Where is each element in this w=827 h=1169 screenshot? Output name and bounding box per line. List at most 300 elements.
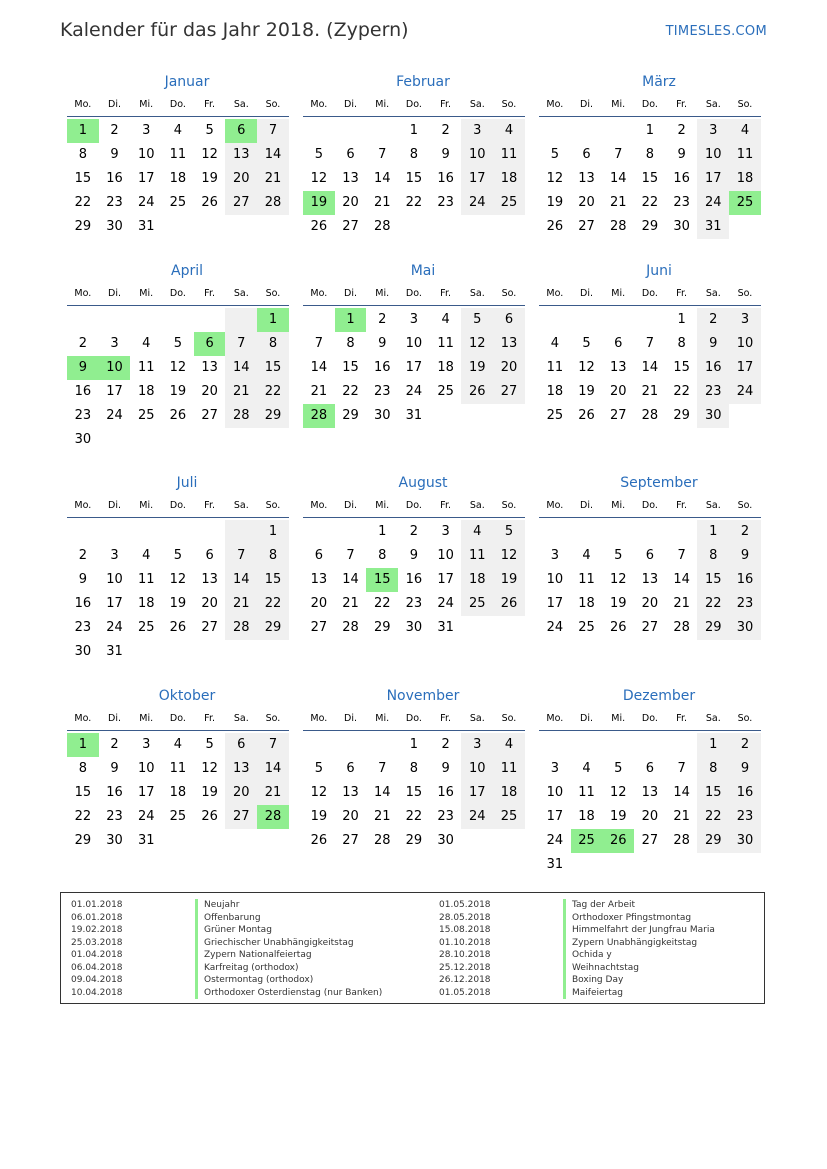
day-cell: 10 <box>137 147 155 162</box>
day-cell: 24 <box>729 380 761 404</box>
weekday-label: Di. <box>108 288 122 299</box>
weekday-label: Sa. <box>469 713 485 724</box>
day-cell: 24 <box>546 833 564 848</box>
day-cell: 8 <box>409 761 419 776</box>
day-cell: 9 <box>110 761 119 776</box>
empty-cell <box>99 308 131 332</box>
weekday-label: Do. <box>641 288 658 299</box>
day-cell: 25 <box>493 805 525 829</box>
day-cell: 3 <box>110 548 119 563</box>
empty-cell <box>493 829 525 853</box>
day-cell: 8 <box>257 544 289 568</box>
weekday-header <box>303 710 525 731</box>
empty-cell <box>666 853 698 877</box>
day-cell: 23 <box>373 384 391 399</box>
empty-cell <box>130 520 162 544</box>
day-cell: 23 <box>729 592 761 616</box>
day-cell: 30 <box>373 408 391 423</box>
week-row <box>539 404 761 428</box>
day-cell: 14 <box>257 757 289 781</box>
day-cell: 7 <box>346 548 355 563</box>
empty-cell <box>257 428 289 452</box>
week-row <box>67 640 289 664</box>
day-cell: 23 <box>405 596 423 611</box>
week-row <box>539 592 761 616</box>
day-cell: 16 <box>74 384 92 399</box>
day-cell: 25 <box>461 592 493 616</box>
day-cell: 15 <box>74 785 92 800</box>
holiday-date: 09.04.2018 <box>71 975 123 985</box>
day-cell: 16 <box>74 596 92 611</box>
day-cell: 20 <box>493 356 525 380</box>
weekday-label: Di. <box>108 500 122 511</box>
day-cell: 30 <box>673 219 690 234</box>
week-row <box>67 733 289 757</box>
holiday-name: Orthodoxer Pfingstmontag <box>563 912 691 925</box>
weekday-label: Di. <box>108 99 122 110</box>
empty-cell <box>602 853 634 877</box>
day-cell: 2 <box>441 123 450 138</box>
holiday-date: 28.10.2018 <box>439 950 491 960</box>
day-cell: 16 <box>697 356 729 380</box>
day-cell: 29 <box>673 408 690 423</box>
day-cell: 27 <box>342 219 359 234</box>
day-cell: 20 <box>201 384 218 399</box>
weekday-label: So. <box>265 713 281 724</box>
day-cell: 1 <box>697 520 729 544</box>
day-cell: 24 <box>461 191 493 215</box>
weekday-label: Fr. <box>204 288 215 299</box>
day-cell: 7 <box>378 761 387 776</box>
day-cell: 17 <box>137 171 155 186</box>
empty-cell <box>130 428 162 452</box>
weekday-label: Di. <box>344 99 358 110</box>
weekday-label: Mi. <box>139 713 154 724</box>
day-cell: 15 <box>366 568 398 592</box>
weekday-label: Sa. <box>469 99 485 110</box>
day-cell: 25 <box>137 620 155 635</box>
day-cell: 8 <box>645 147 655 162</box>
day-cell: 13 <box>225 757 257 781</box>
day-cell: 13 <box>201 572 218 587</box>
day-cell: 10 <box>546 785 564 800</box>
day-cell: 26 <box>310 833 328 848</box>
weekday-label: So. <box>265 99 281 110</box>
weekday-label: Mi. <box>611 500 626 511</box>
weekday-label: Sa. <box>233 500 249 511</box>
empty-cell <box>571 119 603 143</box>
day-cell: 25 <box>729 191 761 215</box>
month-title: März <box>642 74 676 90</box>
day-cell: 11 <box>729 143 761 167</box>
day-cell: 10 <box>697 143 729 167</box>
empty-cell <box>335 520 367 544</box>
day-cell: 17 <box>546 809 564 824</box>
day-cell: 9 <box>110 147 119 162</box>
week-row <box>67 380 289 404</box>
empty-cell <box>225 829 257 853</box>
day-cell: 24 <box>137 809 155 824</box>
day-cell: 3 <box>461 733 493 757</box>
weekday-label: Do. <box>641 713 658 724</box>
week-row <box>303 404 525 428</box>
empty-cell <box>194 520 226 544</box>
empty-cell <box>162 308 194 332</box>
day-cell: 13 <box>493 332 525 356</box>
week-row <box>539 191 761 215</box>
empty-cell <box>539 308 571 332</box>
weekday-label: Mo. <box>74 288 92 299</box>
day-cell: 20 <box>225 781 257 805</box>
day-cell: 17 <box>437 572 454 587</box>
month-title: Januar <box>164 74 210 90</box>
day-cell: 22 <box>697 805 729 829</box>
empty-cell <box>461 829 493 853</box>
weekday-label: Di. <box>580 713 594 724</box>
day-cell: 27 <box>201 408 218 423</box>
month-februar <box>303 72 525 239</box>
day-cell: 3 <box>142 737 151 752</box>
day-cell: 9 <box>378 336 387 351</box>
weekday-label: So. <box>737 288 753 299</box>
day-cell: 8 <box>346 336 355 351</box>
day-cell: 7 <box>645 336 655 351</box>
day-cell: 4 <box>173 123 183 138</box>
empty-cell <box>493 404 525 428</box>
day-cell: 1 <box>67 119 99 143</box>
day-cell: 21 <box>609 195 627 210</box>
week-row <box>67 592 289 616</box>
day-cell: 2 <box>441 737 450 752</box>
holiday-name: Ochida y <box>563 949 612 962</box>
day-cell: 8 <box>697 544 729 568</box>
day-cell: 2 <box>378 312 387 327</box>
day-cell: 5 <box>173 336 183 351</box>
day-cell: 13 <box>310 572 328 587</box>
day-cell: 11 <box>578 572 595 587</box>
holiday-date: 28.05.2018 <box>439 912 491 923</box>
day-cell: 19 <box>169 384 187 399</box>
day-cell: 14 <box>641 360 659 375</box>
day-cell: 24 <box>437 596 454 611</box>
day-cell: 23 <box>729 805 761 829</box>
day-cell: 30 <box>106 833 123 848</box>
day-cell: 2 <box>677 123 686 138</box>
day-cell: 12 <box>461 332 493 356</box>
day-cell: 12 <box>310 785 328 800</box>
day-cell: 10 <box>546 572 564 587</box>
empty-cell <box>602 119 634 143</box>
day-cell: 9 <box>441 761 450 776</box>
day-cell: 30 <box>405 620 423 635</box>
weekday-label: Do. <box>641 500 658 511</box>
day-cell: 10 <box>405 336 423 351</box>
day-cell: 30 <box>729 829 761 853</box>
day-cell: 21 <box>257 781 289 805</box>
day-cell: 14 <box>673 572 690 587</box>
weekday-header <box>67 285 289 306</box>
day-cell: 1 <box>645 123 655 138</box>
empty-cell <box>493 616 525 640</box>
day-cell: 30 <box>74 432 92 447</box>
holiday-name: Grüner Montag <box>195 924 272 937</box>
day-cell: 7 <box>257 733 289 757</box>
day-cell: 9 <box>729 757 761 781</box>
month-title: Juli <box>176 475 198 491</box>
month-april <box>67 261 289 452</box>
day-cell: 31 <box>405 408 423 423</box>
week-row <box>303 380 525 404</box>
day-cell: 11 <box>461 544 493 568</box>
month-januar <box>67 72 289 239</box>
day-cell: 1 <box>335 308 367 332</box>
month-oktober <box>67 686 289 853</box>
day-cell: 26 <box>609 620 627 635</box>
day-cell: 27 <box>310 620 328 635</box>
day-cell: 26 <box>169 408 187 423</box>
month-september <box>539 473 761 640</box>
day-cell: 16 <box>106 785 123 800</box>
day-cell: 26 <box>169 620 187 635</box>
day-cell: 28 <box>225 616 257 640</box>
week-row <box>67 167 289 191</box>
day-cell: 2 <box>409 524 419 539</box>
week-row <box>67 781 289 805</box>
day-cell: 25 <box>571 829 603 853</box>
day-cell: 9 <box>67 356 99 380</box>
weekday-header <box>539 497 761 518</box>
holiday-name: Ostermontag (orthodox) <box>195 974 313 987</box>
day-cell: 21 <box>373 195 391 210</box>
day-cell: 20 <box>225 167 257 191</box>
day-cell: 11 <box>137 360 155 375</box>
day-cell: 9 <box>409 548 419 563</box>
day-cell: 23 <box>106 809 123 824</box>
day-cell: 8 <box>78 761 87 776</box>
day-cell: 29 <box>74 833 92 848</box>
day-cell: 1 <box>677 312 686 327</box>
empty-cell <box>99 520 131 544</box>
day-cell: 4 <box>441 312 450 327</box>
day-cell: 7 <box>257 119 289 143</box>
week-row <box>303 119 525 143</box>
day-cell: 4 <box>550 336 559 351</box>
day-cell: 29 <box>342 408 359 423</box>
day-cell: 6 <box>582 147 591 162</box>
empty-cell <box>602 520 634 544</box>
day-cell: 28 <box>609 219 627 234</box>
day-cell: 12 <box>310 171 328 186</box>
day-cell: 6 <box>614 336 623 351</box>
weekday-label: Mo. <box>546 500 564 511</box>
empty-cell <box>335 733 367 757</box>
month-title: April <box>171 263 203 279</box>
holiday-date: 01.05.2018 <box>439 900 491 910</box>
empty-cell <box>194 640 226 664</box>
day-cell: 26 <box>461 380 493 404</box>
day-cell: 27 <box>225 191 257 215</box>
holiday-name: Boxing Day <box>563 974 623 987</box>
weekday-label: So. <box>501 99 517 110</box>
week-row <box>539 733 761 757</box>
day-cell: 14 <box>373 785 391 800</box>
weekday-header <box>67 710 289 731</box>
weekday-label: Fr. <box>676 99 687 110</box>
week-row <box>539 167 761 191</box>
day-cell: 19 <box>201 785 218 800</box>
day-cell: 28 <box>641 408 659 423</box>
week-row <box>67 308 289 332</box>
empty-cell <box>493 215 525 239</box>
weekday-label: Sa. <box>233 288 249 299</box>
day-cell: 3 <box>441 524 450 539</box>
day-cell: 3 <box>550 761 559 776</box>
empty-cell <box>194 428 226 452</box>
week-row <box>539 853 761 877</box>
weekday-label: Mi. <box>139 288 154 299</box>
empty-cell <box>162 428 194 452</box>
empty-cell <box>225 428 257 452</box>
day-cell: 13 <box>641 785 659 800</box>
weekday-label: Do. <box>169 99 186 110</box>
holiday-date: 19.02.2018 <box>71 925 123 935</box>
empty-cell <box>571 308 603 332</box>
day-cell: 28 <box>673 620 690 635</box>
month-dezember <box>539 686 761 877</box>
day-cell: 5 <box>205 737 214 752</box>
day-cell: 23 <box>437 809 454 824</box>
day-cell: 17 <box>729 356 761 380</box>
month-november <box>303 686 525 853</box>
day-cell: 11 <box>578 785 595 800</box>
day-cell: 19 <box>493 568 525 592</box>
day-cell: 20 <box>641 596 659 611</box>
empty-cell <box>162 829 194 853</box>
empty-cell <box>602 308 634 332</box>
empty-cell <box>697 853 729 877</box>
empty-cell <box>729 853 761 877</box>
day-cell: 27 <box>201 620 218 635</box>
day-cell: 17 <box>405 360 423 375</box>
week-row <box>303 520 525 544</box>
day-cell: 3 <box>729 308 761 332</box>
week-row <box>67 215 289 239</box>
empty-cell <box>366 733 398 757</box>
day-cell: 25 <box>546 408 564 423</box>
day-cell: 15 <box>641 171 659 186</box>
day-cell: 18 <box>169 785 187 800</box>
weekday-label: So. <box>737 500 753 511</box>
day-cell: 4 <box>582 548 591 563</box>
empty-cell <box>634 520 666 544</box>
day-cell: 27 <box>493 380 525 404</box>
weekday-label: Mo. <box>74 500 92 511</box>
month-title: September <box>620 475 698 491</box>
day-cell: 19 <box>609 809 627 824</box>
empty-cell <box>666 520 698 544</box>
day-cell: 12 <box>169 572 187 587</box>
month-juli <box>67 473 289 664</box>
day-cell: 22 <box>342 384 359 399</box>
week-row <box>67 757 289 781</box>
day-cell: 19 <box>303 191 335 215</box>
brand-link[interactable]: TIMESLES.COM <box>665 24 767 39</box>
holiday-name: Zypern Nationalfeiertag <box>195 949 312 962</box>
month-title: Oktober <box>158 688 216 704</box>
day-cell: 6 <box>346 147 355 162</box>
day-cell: 21 <box>373 809 391 824</box>
week-row <box>539 520 761 544</box>
day-cell: 26 <box>201 195 218 210</box>
empty-cell <box>303 733 335 757</box>
day-cell: 22 <box>405 195 423 210</box>
week-row <box>539 544 761 568</box>
holiday-date: 10.04.2018 <box>71 987 123 998</box>
day-cell: 16 <box>373 360 391 375</box>
day-cell: 1 <box>409 737 419 752</box>
day-cell: 25 <box>578 620 595 635</box>
day-cell: 20 <box>342 195 359 210</box>
week-row <box>539 616 761 640</box>
weekday-label: So. <box>501 500 517 511</box>
empty-cell <box>303 308 335 332</box>
weekday-label: Do. <box>641 99 658 110</box>
empty-cell <box>461 404 493 428</box>
day-cell: 2 <box>729 520 761 544</box>
week-row <box>67 191 289 215</box>
day-cell: 13 <box>201 360 218 375</box>
empty-cell <box>130 640 162 664</box>
day-cell: 27 <box>342 833 359 848</box>
empty-cell <box>666 733 698 757</box>
day-cell: 22 <box>257 380 289 404</box>
day-cell: 23 <box>697 380 729 404</box>
week-row <box>303 356 525 380</box>
day-cell: 27 <box>609 408 627 423</box>
week-row <box>303 215 525 239</box>
day-cell: 29 <box>74 219 92 234</box>
day-cell: 21 <box>673 809 690 824</box>
day-cell: 13 <box>641 572 659 587</box>
weekday-header <box>67 497 289 518</box>
day-cell: 4 <box>142 548 151 563</box>
weekday-label: Di. <box>344 713 358 724</box>
week-row <box>303 191 525 215</box>
empty-cell <box>398 215 430 239</box>
day-cell: 21 <box>257 167 289 191</box>
weekday-label: Fr. <box>204 713 215 724</box>
day-cell: 12 <box>201 147 218 162</box>
day-cell: 29 <box>697 829 729 853</box>
day-cell: 16 <box>106 171 123 186</box>
holiday-date: 01.01.2018 <box>71 900 123 910</box>
day-cell: 14 <box>257 143 289 167</box>
day-cell: 7 <box>677 548 686 563</box>
page-title: Kalender für das Jahr 2018. (Zypern) <box>60 19 409 41</box>
holiday-name: Karfreitag (orthodox) <box>195 962 299 975</box>
empty-cell <box>225 520 257 544</box>
week-row <box>539 143 761 167</box>
day-cell: 4 <box>729 119 761 143</box>
empty-cell <box>257 829 289 853</box>
weekday-label: Sa. <box>705 500 721 511</box>
day-cell: 18 <box>493 781 525 805</box>
day-cell: 23 <box>673 195 690 210</box>
empty-cell <box>602 733 634 757</box>
day-cell: 15 <box>74 171 92 186</box>
day-cell: 18 <box>437 360 454 375</box>
day-cell: 16 <box>729 568 761 592</box>
